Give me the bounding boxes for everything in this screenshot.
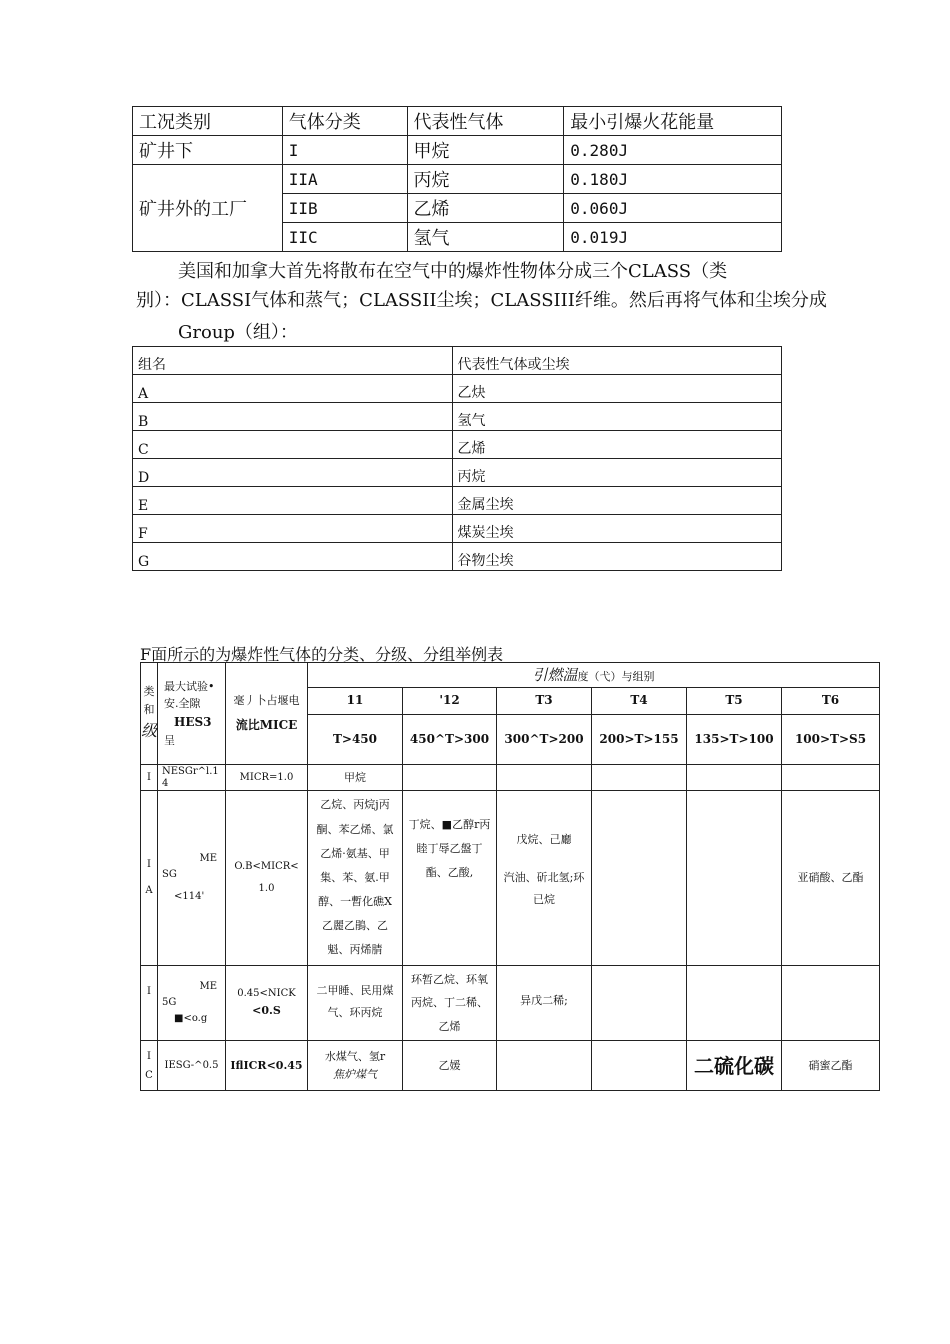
group-name-cell: A [133, 375, 453, 403]
range-cell: 200>T>155 [592, 715, 687, 765]
micr-header-cell [226, 663, 308, 765]
group-gas-cell: 煤炭尘埃 [452, 515, 782, 543]
gas-cell [497, 791, 592, 966]
group-name-cell: D [133, 459, 453, 487]
cell-text: 焦炉煤气 [333, 1067, 377, 1081]
group-name-cell: C [133, 431, 453, 459]
range-cell: 450^T>300 [403, 715, 497, 765]
table-row [133, 459, 782, 487]
energy-cell: 0.280J [564, 136, 782, 165]
gas-cell [782, 966, 880, 1041]
micr-cell: MICR=1.0 [226, 765, 308, 791]
class-cell: I [282, 136, 407, 165]
table-row [133, 136, 782, 165]
header-text: 呈 [164, 733, 175, 747]
energy-cell: 0.180J [564, 165, 782, 194]
gas-cell: 丙烷 [407, 165, 564, 194]
table-row [133, 165, 782, 194]
group-cell: '12 [403, 688, 497, 715]
cell-text: A [145, 885, 153, 896]
gas-cell [497, 765, 592, 791]
paragraph-line: 美国和加拿大首先将散布在空气中的爆炸性物体分成三个CLASS（类 [178, 261, 728, 282]
temperature-header-cell [308, 663, 880, 688]
header-text: 最大试验• [164, 679, 215, 693]
table-caption: F面所示的为爆炸性气体的分类、分级、分组举例表 [140, 645, 504, 664]
header-text: 和 [143, 702, 155, 716]
cell-text: 0.45<NICK [237, 988, 296, 1000]
table-row [133, 403, 782, 431]
group-name-cell: F [133, 515, 453, 543]
table-row [141, 791, 880, 966]
class-cell: I [141, 966, 158, 1041]
table-row [133, 375, 782, 403]
class-cell: IIB [282, 194, 407, 223]
table-header-row [141, 663, 880, 688]
cell-text: 水煤气、氢r [324, 1049, 386, 1063]
mesg-cell: IESG-^0.5 [158, 1041, 226, 1091]
cell-text: 4 [162, 777, 169, 789]
class-cell: IIC [282, 223, 407, 252]
table-row [141, 1041, 880, 1091]
group-cell: T5 [687, 688, 782, 715]
gas-cell: 异戊二稀; [497, 966, 592, 1041]
gas-cell [308, 1041, 403, 1091]
gas-cell [592, 966, 687, 1041]
header-cell: 气体分类 [282, 107, 407, 136]
group-name-cell: G [133, 543, 453, 571]
group-cell: 11 [308, 688, 403, 715]
header-text: HES3 [174, 714, 212, 729]
table-row [141, 966, 880, 1041]
table-row [133, 543, 782, 571]
group-gas-cell: 乙烯 [452, 431, 782, 459]
table-row [133, 487, 782, 515]
gas-cell: 乙烯 [407, 194, 564, 223]
cell-text: 1.0 [258, 883, 275, 894]
header-cell: 最小引爆火花能量 [564, 107, 782, 136]
cell-text: 汽油、斫北氢;环已烷 [503, 870, 585, 906]
group-gas-cell: 乙炔 [452, 375, 782, 403]
class-cell [141, 1041, 158, 1091]
range-cell: T>450 [308, 715, 403, 765]
header-text: 级 [141, 721, 158, 741]
gas-cell [687, 791, 782, 966]
group-gas-cell: 丙烷 [452, 459, 782, 487]
cell-text: ■<o.g [174, 1013, 208, 1024]
class-cell: I [141, 765, 158, 791]
gas-cell [687, 966, 782, 1041]
header-text: 安.全隙 [164, 697, 201, 711]
gas-cell: 亚硝酸、乙酯 [782, 791, 880, 966]
header-text: 引燃温 [532, 666, 578, 684]
table-row [133, 515, 782, 543]
cell-text: <0.S [252, 1004, 281, 1018]
table-row [133, 431, 782, 459]
table-header-row [133, 107, 782, 136]
cell-text: 5G [162, 997, 177, 1008]
class-cell [141, 791, 158, 966]
energy-cell: 0.019J [564, 223, 782, 252]
gas-cell [592, 791, 687, 966]
gas-cell: 氢气 [407, 223, 564, 252]
header-cell: 代表性气体或尘埃 [452, 347, 782, 375]
header-text: 类 [143, 685, 155, 699]
group-gas-cell: 氢气 [452, 403, 782, 431]
group-gas-cell: 谷物尘埃 [452, 543, 782, 571]
cell-text: I [147, 859, 151, 870]
gas-cell: 二硫化碳 [687, 1041, 782, 1091]
energy-cell: 0.060J [564, 194, 782, 223]
group-name-cell: B [133, 403, 453, 431]
mesg-cell [158, 765, 226, 791]
cell-text: ME [199, 981, 217, 992]
class-header-cell [141, 663, 158, 765]
header-text: 流比MICE [235, 717, 298, 732]
category-cell: 矿井外的工厂 [133, 165, 283, 252]
header-cell: 组名 [133, 347, 453, 375]
group-gas-cell: 金属尘埃 [452, 487, 782, 515]
table-header-row [133, 347, 782, 375]
mesg-cell [158, 966, 226, 1041]
micr-cell [226, 791, 308, 966]
cell-text: 戊烷、己廳 [516, 833, 572, 846]
cell-text: I [147, 1050, 151, 1062]
gas-cell: 硝蜜乙酯 [782, 1041, 880, 1091]
gas-cell [403, 765, 497, 791]
mesg-cell [158, 791, 226, 966]
gas-cell: 甲烷 [308, 765, 403, 791]
gas-cell: 乙烷、丙烷j丙酮、苯乙烯、氯乙烯·氨基、甲集、苯、氨.甲醇、一暫化礁X乙麗乙鵑、乙魁、丙烯腈 [308, 791, 403, 966]
range-cell: 135>T>100 [687, 715, 782, 765]
spark-energy-table [132, 106, 782, 252]
micr-cell [226, 966, 308, 1041]
range-cell: 300^T>200 [497, 715, 592, 765]
gas-cell: 环暂乙烷、环氧丙烷、丁二稀、乙烯 [403, 966, 497, 1041]
group-cell: T6 [782, 688, 880, 715]
header-text: 度（弋）与组别 [577, 670, 655, 683]
cell-text: O.B<MICR< [234, 861, 299, 872]
cell-text: <114' [174, 891, 205, 902]
gas-cell: 乙媛 [403, 1041, 497, 1091]
classification-table [140, 662, 880, 1091]
table-row [141, 765, 880, 791]
paragraph-line: Group（组）： [178, 322, 298, 343]
header-text: 毫丿卜占堰电 [233, 694, 300, 708]
cell-text: SG [162, 869, 177, 880]
header-cell: 工况类别 [133, 107, 283, 136]
group-name-cell: E [133, 487, 453, 515]
cell-text: ME [199, 853, 217, 864]
group-table [132, 346, 782, 571]
gas-cell [782, 765, 880, 791]
mesg-header-cell [158, 663, 226, 765]
gas-cell [592, 765, 687, 791]
gas-cell [592, 1041, 687, 1091]
category-cell: 矿井下 [133, 136, 283, 165]
class-cell: IIA [282, 165, 407, 194]
paragraph-line: 别）：CLASSI气体和蒸气；CLASSII尘埃；CLASSIII纤维。然后再将气体和尘埃分成 [136, 290, 827, 311]
range-cell: 100>T>S5 [782, 715, 880, 765]
header-cell: 代表性气体 [407, 107, 564, 136]
gas-cell [687, 765, 782, 791]
gas-cell [497, 1041, 592, 1091]
micr-cell: IflICR<0.45 [226, 1041, 308, 1091]
group-cell: T3 [497, 688, 592, 715]
gas-cell: 甲烷 [407, 136, 564, 165]
group-cell: T4 [592, 688, 687, 715]
gas-cell: 丁烷、■乙醇r丙睦丁辱乙盤丁酯、乙酸, [403, 791, 497, 966]
gas-cell: 二甲睡、民用煤气、环丙烷 [308, 966, 403, 1041]
cell-text: NESGr^l.1 [162, 765, 219, 777]
cell-text: C [145, 1069, 153, 1081]
